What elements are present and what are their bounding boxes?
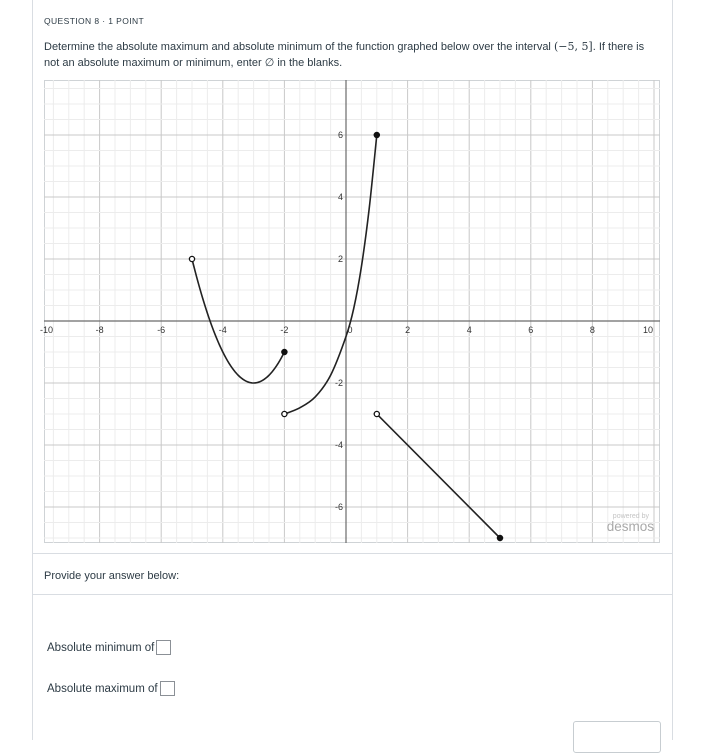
open-endpoint-line-segment-start [374, 411, 379, 416]
provide-answer-label: Provide your answer below: [44, 570, 180, 582]
y-tick-label: -2 [334, 378, 343, 388]
open-endpoint-parabola-segment-start [189, 256, 194, 261]
absolute-maximum-label: Absolute maximum of [47, 682, 158, 695]
absolute-maximum-row [47, 681, 175, 696]
absolute-minimum-row [47, 640, 171, 655]
y-tick-label: 2 [337, 254, 343, 264]
closed-endpoint-curve-segment-end [374, 132, 379, 137]
question-text [44, 39, 656, 71]
x-tick-label: -4 [218, 325, 227, 335]
x-tick-label: 8 [589, 325, 595, 335]
desmos-logo: desmos [606, 519, 654, 534]
graph-frame [45, 81, 660, 543]
function-graph[interactable] [40, 80, 660, 543]
absolute-maximum-input[interactable] [160, 681, 175, 696]
x-tick-label: 10 [642, 325, 653, 335]
divider-bottom [33, 594, 672, 595]
submit-button[interactable] [573, 721, 661, 753]
x-tick-label: -6 [157, 325, 166, 335]
question-text-after: . If there is not an absolute maximum or minimum, enter ∅ in the blanks. [44, 41, 645, 69]
y-tick-label: -4 [334, 440, 343, 450]
graph-canvas[interactable] [40, 80, 660, 543]
y-tick-label: 4 [337, 192, 343, 202]
question-text-before: Determine the absolute maximum and absolute minimum of the function graphed below over the interval [44, 41, 554, 53]
x-tick-label: 0 [347, 325, 353, 335]
powered-by-text: powered by [612, 513, 649, 520]
closed-endpoint-line-segment-end [497, 535, 502, 540]
x-tick-label: 4 [466, 325, 472, 335]
x-tick-label: -2 [280, 325, 289, 335]
y-tick-label: -6 [334, 502, 343, 512]
y-tick-label: 6 [337, 130, 343, 140]
x-tick-label: -10 [40, 325, 54, 335]
x-tick-label: -8 [95, 325, 104, 335]
x-tick-label: 6 [528, 325, 534, 335]
interval-math: (−5, 5] [553, 40, 593, 53]
closed-endpoint-parabola-segment-end [282, 349, 287, 354]
open-endpoint-curve-segment-start [282, 411, 287, 416]
question-header: QUESTION 8 · 1 POINT [44, 16, 145, 26]
question-card [32, 0, 673, 740]
divider-top [33, 553, 672, 554]
absolute-minimum-label: Absolute minimum of [47, 641, 155, 654]
x-tick-label: 2 [405, 325, 411, 335]
absolute-minimum-input[interactable] [156, 640, 171, 655]
